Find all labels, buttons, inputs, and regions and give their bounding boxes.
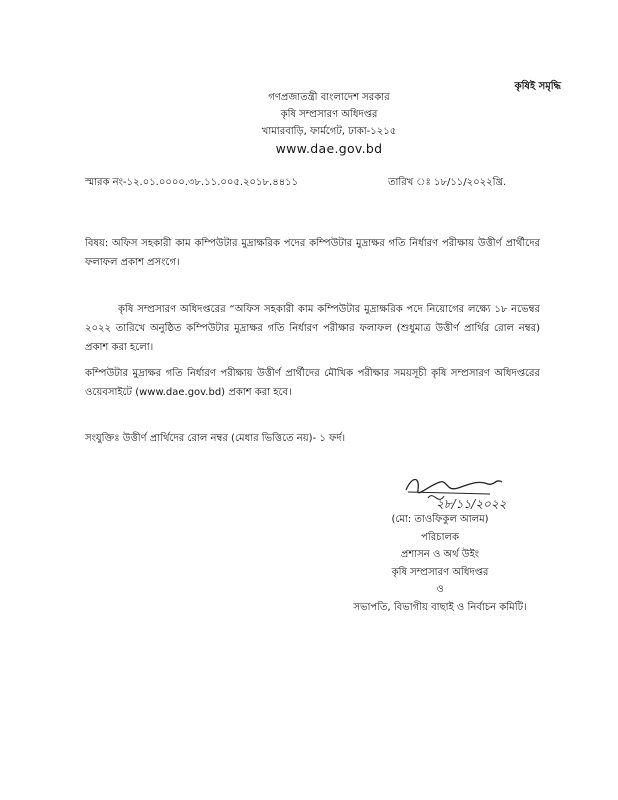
motto: কৃষিই সমৃদ্ধি: [514, 81, 561, 92]
government-name: গণপ্রজাতন্ত্রী বাংলাদেশ সরকার: [268, 92, 390, 103]
signatory-block: [330, 511, 550, 616]
memo-reference: স্মারক নং-১২.০১.০০০০.৩৮.১১.০০৫.২০১৮.৪৪১১: [85, 177, 299, 188]
subject-line: বিষয়: অফিস সহকারী কাম কম্পিউটার মুদ্রাক্ষরিক পদের কম্পিউটার মুদ্রাক্ষর গতি নির্ধারণ পরীক্ষায় উত্তীর্ণ প্রার্থীদের ফলাফল প্রকাশ প্রসংগে।: [85, 238, 540, 268]
department-name: কৃষি সম্প্রসারণ অধিদপ্তর: [280, 109, 378, 120]
signatory-wing: প্রশাসন ও অর্থ উইং: [400, 549, 480, 560]
signatory-committee: সভাপতি, বিভাগীয় বাছাই ও নির্বাচন কমিটি।: [353, 601, 527, 613]
signature-date: ২৮/১১/২০২২: [436, 497, 507, 511]
letterhead: [0, 89, 618, 157]
signatory-org: কৃষি সম্প্রসারণ অধিদপ্তর: [391, 566, 489, 578]
signatory-name: (মো: তাওফিকুল আলম): [391, 514, 489, 525]
signatory-and: ও: [436, 584, 444, 595]
signature-image: [398, 468, 538, 516]
address: খামারবাড়ি, ফার্মগেট, ঢাকা-১২১৫: [261, 126, 397, 137]
website: www.dae.gov.bd: [275, 141, 383, 156]
attachment-line: সংযুক্তিঃ উত্তীর্ণ প্রার্থিদের রোল নম্বর (মেধার ভিত্তিতে নয়)- ১ ফর্দ।: [85, 433, 346, 444]
body-paragraph-1: কৃষি সম্প্রসারণ অধিদপ্তরের “অফিস সহকারী কাম কম্পিউটার মুদ্রাক্ষরিক পদে নিয়োগের লক্ষ্যে ১৮ নভেম্বর ২০২২ তারিখে অনুষ্ঠিত কম্পিউটার মুদ্রাক্ষর গতি নির্ধারণ পরীক্ষার ফলাফল (শুধুমাত্র উত্তীর্ণ প্রার্থির রোল নম্বর) প্রকাশ করা হলো।: [85, 304, 540, 353]
signatory-title: পরিচালক: [421, 531, 459, 543]
memo-date: তারিখ ঃ ১৮/১১/২০২২খ্রি.: [388, 177, 507, 188]
body-paragraph-2: কম্পিউটার মুদ্রাক্ষর গতি নির্ধারণ পরীক্ষায় উত্তীর্ণ প্রার্থীদের মৌখিক পরীক্ষার সময়সূচী কৃষি সম্প্রসারণ অধিদপ্তরের ওয়েবসাইটে (www.dae.gov.bd) প্রকাশ করা হবে।: [85, 368, 540, 398]
